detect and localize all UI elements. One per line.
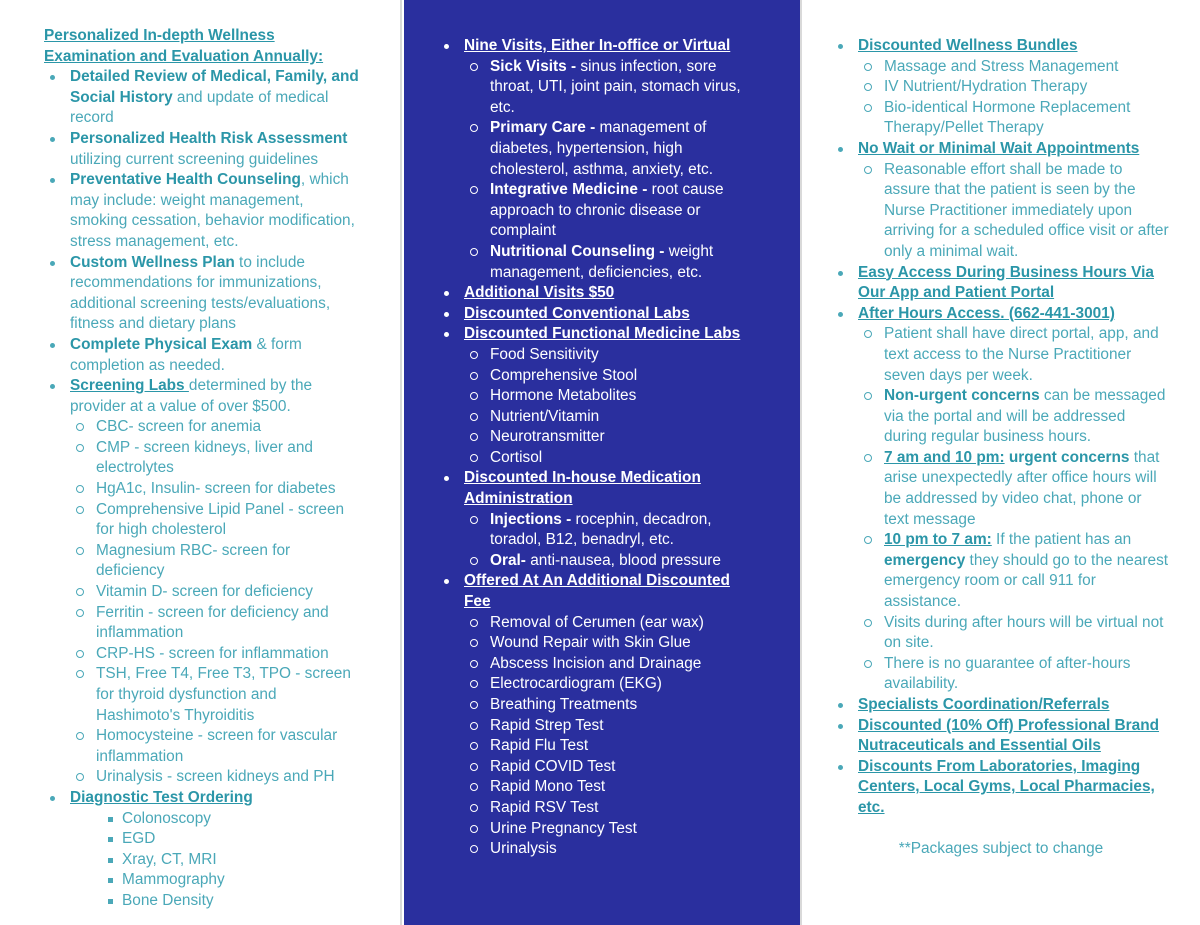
list-item: Injections - rocephin, decadron, toradol, B12, benadryl, etc. [438, 510, 760, 551]
conventional-labs-link[interactable]: Discounted Conventional Labs [464, 304, 690, 322]
after-hours-list [832, 324, 1170, 695]
list-item: Food Sensitivity [438, 345, 760, 366]
list-item [832, 263, 1170, 304]
wait-items-list [832, 160, 1170, 263]
list-item [438, 283, 760, 304]
list-item: Vitamin D- screen for deficiency [44, 582, 360, 603]
list-item: Rapid Strep Test [438, 716, 760, 737]
bundles-items-list [832, 57, 1170, 139]
divider [800, 0, 802, 925]
diagnostic-tests-list [44, 809, 360, 912]
list-item: Comprehensive Stool [438, 366, 760, 387]
list-item: Cortisol [438, 448, 760, 469]
list-item: Rapid RSV Test [438, 798, 760, 819]
list-item: 7 am and 10 pm: urgent concerns that arise unexpectedly after office hours will be addressed by video chat, phone or text message [832, 448, 1170, 530]
list-item: HgA1c, Insulin- screen for diabetes [44, 479, 360, 500]
list-item: EGD [44, 829, 360, 850]
list-item: Bone Density [44, 891, 360, 912]
list-item [832, 304, 1170, 325]
list-item: CBC- screen for anemia [44, 417, 360, 438]
nutraceuticals-link[interactable]: Discounted (10% Off) Professional Brand Nutraceuticals and Essential Oils [858, 716, 1160, 755]
specialists-link[interactable]: Specialists Coordination/Referrals [858, 696, 1110, 713]
functional-labs-list [438, 345, 760, 469]
list-item: Removal of Cerumen (ear wax) [438, 613, 760, 634]
list-item: Urine Pregnancy Test [438, 819, 760, 840]
list-item [438, 304, 760, 325]
list-item: Detailed Review of Medical, Family, and Social History and update of medical record [44, 67, 360, 129]
visits-item [438, 36, 760, 57]
list-item: Homocysteine - screen for vascular inflammation [44, 726, 360, 767]
list-item: Mammography [44, 870, 360, 891]
wellness-exam-column [0, 0, 400, 925]
screening-labs-list [44, 417, 360, 788]
after-hours-link[interactable]: After Hours Access. (662-441-3001) [858, 304, 1115, 322]
additional-fee-link[interactable]: Offered At An Additional Discounted Fee [464, 572, 730, 611]
list-item [438, 324, 760, 345]
bundles-list [832, 36, 1170, 57]
list-item: Comprehensive Lipid Panel - screen for high cholesterol [44, 500, 360, 541]
list-item: CMP - screen kidneys, liver and electrolytes [44, 438, 360, 479]
fee-items-list [438, 613, 760, 860]
diagnostic-item [44, 788, 360, 809]
list-item: Visits during after hours will be virtual not on site. [832, 613, 1170, 654]
list-item: Primary Care - management of diabetes, hypertension, high cholesterol, asthma, anxiety, etc. [438, 118, 760, 180]
list-item: Abscess Incision and Drainage [438, 654, 760, 675]
list-item: Rapid Flu Test [438, 736, 760, 757]
diagnostic-link[interactable]: Diagnostic Test Ordering [70, 788, 253, 806]
list-item: Xray, CT, MRI [44, 850, 360, 871]
list-item: Rapid Mono Test [438, 777, 760, 798]
list-item [832, 139, 1170, 160]
list-item: Wound Repair with Skin Glue [438, 633, 760, 654]
list-item: Massage and Stress Management [832, 57, 1170, 78]
list-item: Complete Physical Exam & form completion as needed. [44, 335, 360, 376]
wellness-exam-heading[interactable]: Personalized In-depth Wellness Examination and Evaluation Annually: [44, 27, 324, 65]
list-item: Colonoscopy [44, 809, 360, 830]
list-item: Neurotransmitter [438, 427, 760, 448]
list-item: Custom Wellness Plan to include recommendations for immunizations, additional screening tests/evaluations, fitness and dietary plans [44, 253, 360, 335]
list-item: Sick Visits - sinus infection, sore throat, UTI, joint pain, stomach virus, etc. [438, 57, 760, 119]
wait-list [832, 139, 1170, 160]
list-item: TSH, Free T4, Free T3, TPO - screen for thyroid dysfunction and Hashimoto's Thyroiditis [44, 664, 360, 726]
list-item [832, 716, 1170, 757]
list-item: Urinalysis - screen kidneys and PH [44, 767, 360, 788]
fee-list [438, 571, 760, 612]
list-item: Hormone Metabolites [438, 386, 760, 407]
list-item: Nutritional Counseling - weight management, deficiencies, etc. [438, 242, 760, 283]
discounts-link[interactable]: Discounts From Laboratories, Imaging Centers, Local Gyms, Local Pharmacies, etc. [858, 757, 1155, 816]
list-item [438, 571, 760, 612]
list-item: 10 pm to 7 am: If the patient has an emergency they should go to the nearest emergency room or call 911 for assistance. [832, 530, 1170, 612]
list-item: Personalized Health Risk Assessment utilizing current screening guidelines [44, 129, 360, 170]
list-item: Preventative Health Counseling, which may include: weight management, smoking cessation, behavior modification, stress management, etc. [44, 170, 360, 252]
packages-note: **Packages subject to change [898, 839, 1104, 857]
additional-visits-link[interactable]: Additional Visits $50 [464, 284, 615, 302]
list-item [832, 36, 1170, 57]
list-item: Magnesium RBC- screen for deficiency [44, 541, 360, 582]
extra-list [832, 695, 1170, 819]
visit-types-list [438, 57, 760, 284]
medication-link[interactable]: Discounted In-house Medication Administration [464, 469, 701, 508]
list-item [438, 468, 760, 509]
medication-list [438, 468, 760, 509]
access-list [832, 263, 1170, 325]
list-item: Bio-identical Hormone Replacement Therapy/Pellet Therapy [832, 98, 1170, 139]
list-item: Urinalysis [438, 839, 760, 860]
list-item: Ferritin - screen for deficiency and inflammation [44, 603, 360, 644]
medication-types-list [438, 510, 760, 572]
list-item [832, 757, 1170, 819]
visits-list [438, 36, 760, 57]
list-item: CRP-HS - screen for inflammation [44, 644, 360, 665]
list-item: Breathing Treatments [438, 695, 760, 716]
functional-labs-link[interactable]: Discounted Functional Medicine Labs [464, 325, 741, 343]
divider [400, 0, 402, 925]
screening-labs-link[interactable]: Screening Labs [70, 377, 189, 395]
bundles-column [804, 0, 1200, 925]
bundles-link[interactable]: Discounted Wellness Bundles [858, 37, 1078, 54]
list-item: Patient shall have direct portal, app, and text access to the Nurse Practitioner seven days per week. [832, 324, 1170, 386]
screening-labs-item: Screening Labs determined by the provider at a value of over $500. [44, 376, 360, 417]
list-item: Integrative Medicine - root cause approach to chronic disease or complaint [438, 180, 760, 242]
list-item: IV Nutrient/Hydration Therapy [832, 77, 1170, 98]
wait-link[interactable]: No Wait or Minimal Wait Appointments [858, 139, 1140, 157]
list-item: Oral- anti-nausea, blood pressure [438, 551, 760, 572]
discount-list [438, 283, 760, 345]
list-item: Reasonable effort shall be made to assure that the patient is seen by the Nurse Practitioner immediately upon arriving for a scheduled office visit or after only a minimal wait. [832, 160, 1170, 263]
visits-link[interactable]: Nine Visits, Either In-office or Virtual [464, 37, 731, 54]
list-item: Non-urgent concerns can be messaged via the portal and will be addressed during regular business hours. [832, 386, 1170, 448]
list-item: There is no guarantee of after-hours availability. [832, 654, 1170, 695]
list-item [832, 695, 1170, 716]
visits-column [404, 0, 800, 925]
easy-access-link[interactable]: Easy Access During Business Hours Via Our App and Patient Portal [858, 263, 1154, 302]
wellness-exam-list [44, 67, 360, 417]
list-item: Electrocardiogram (EKG) [438, 674, 760, 695]
list-item: Rapid COVID Test [438, 757, 760, 778]
list-item: Nutrient/Vitamin [438, 407, 760, 428]
diagnostic-list [44, 788, 360, 809]
